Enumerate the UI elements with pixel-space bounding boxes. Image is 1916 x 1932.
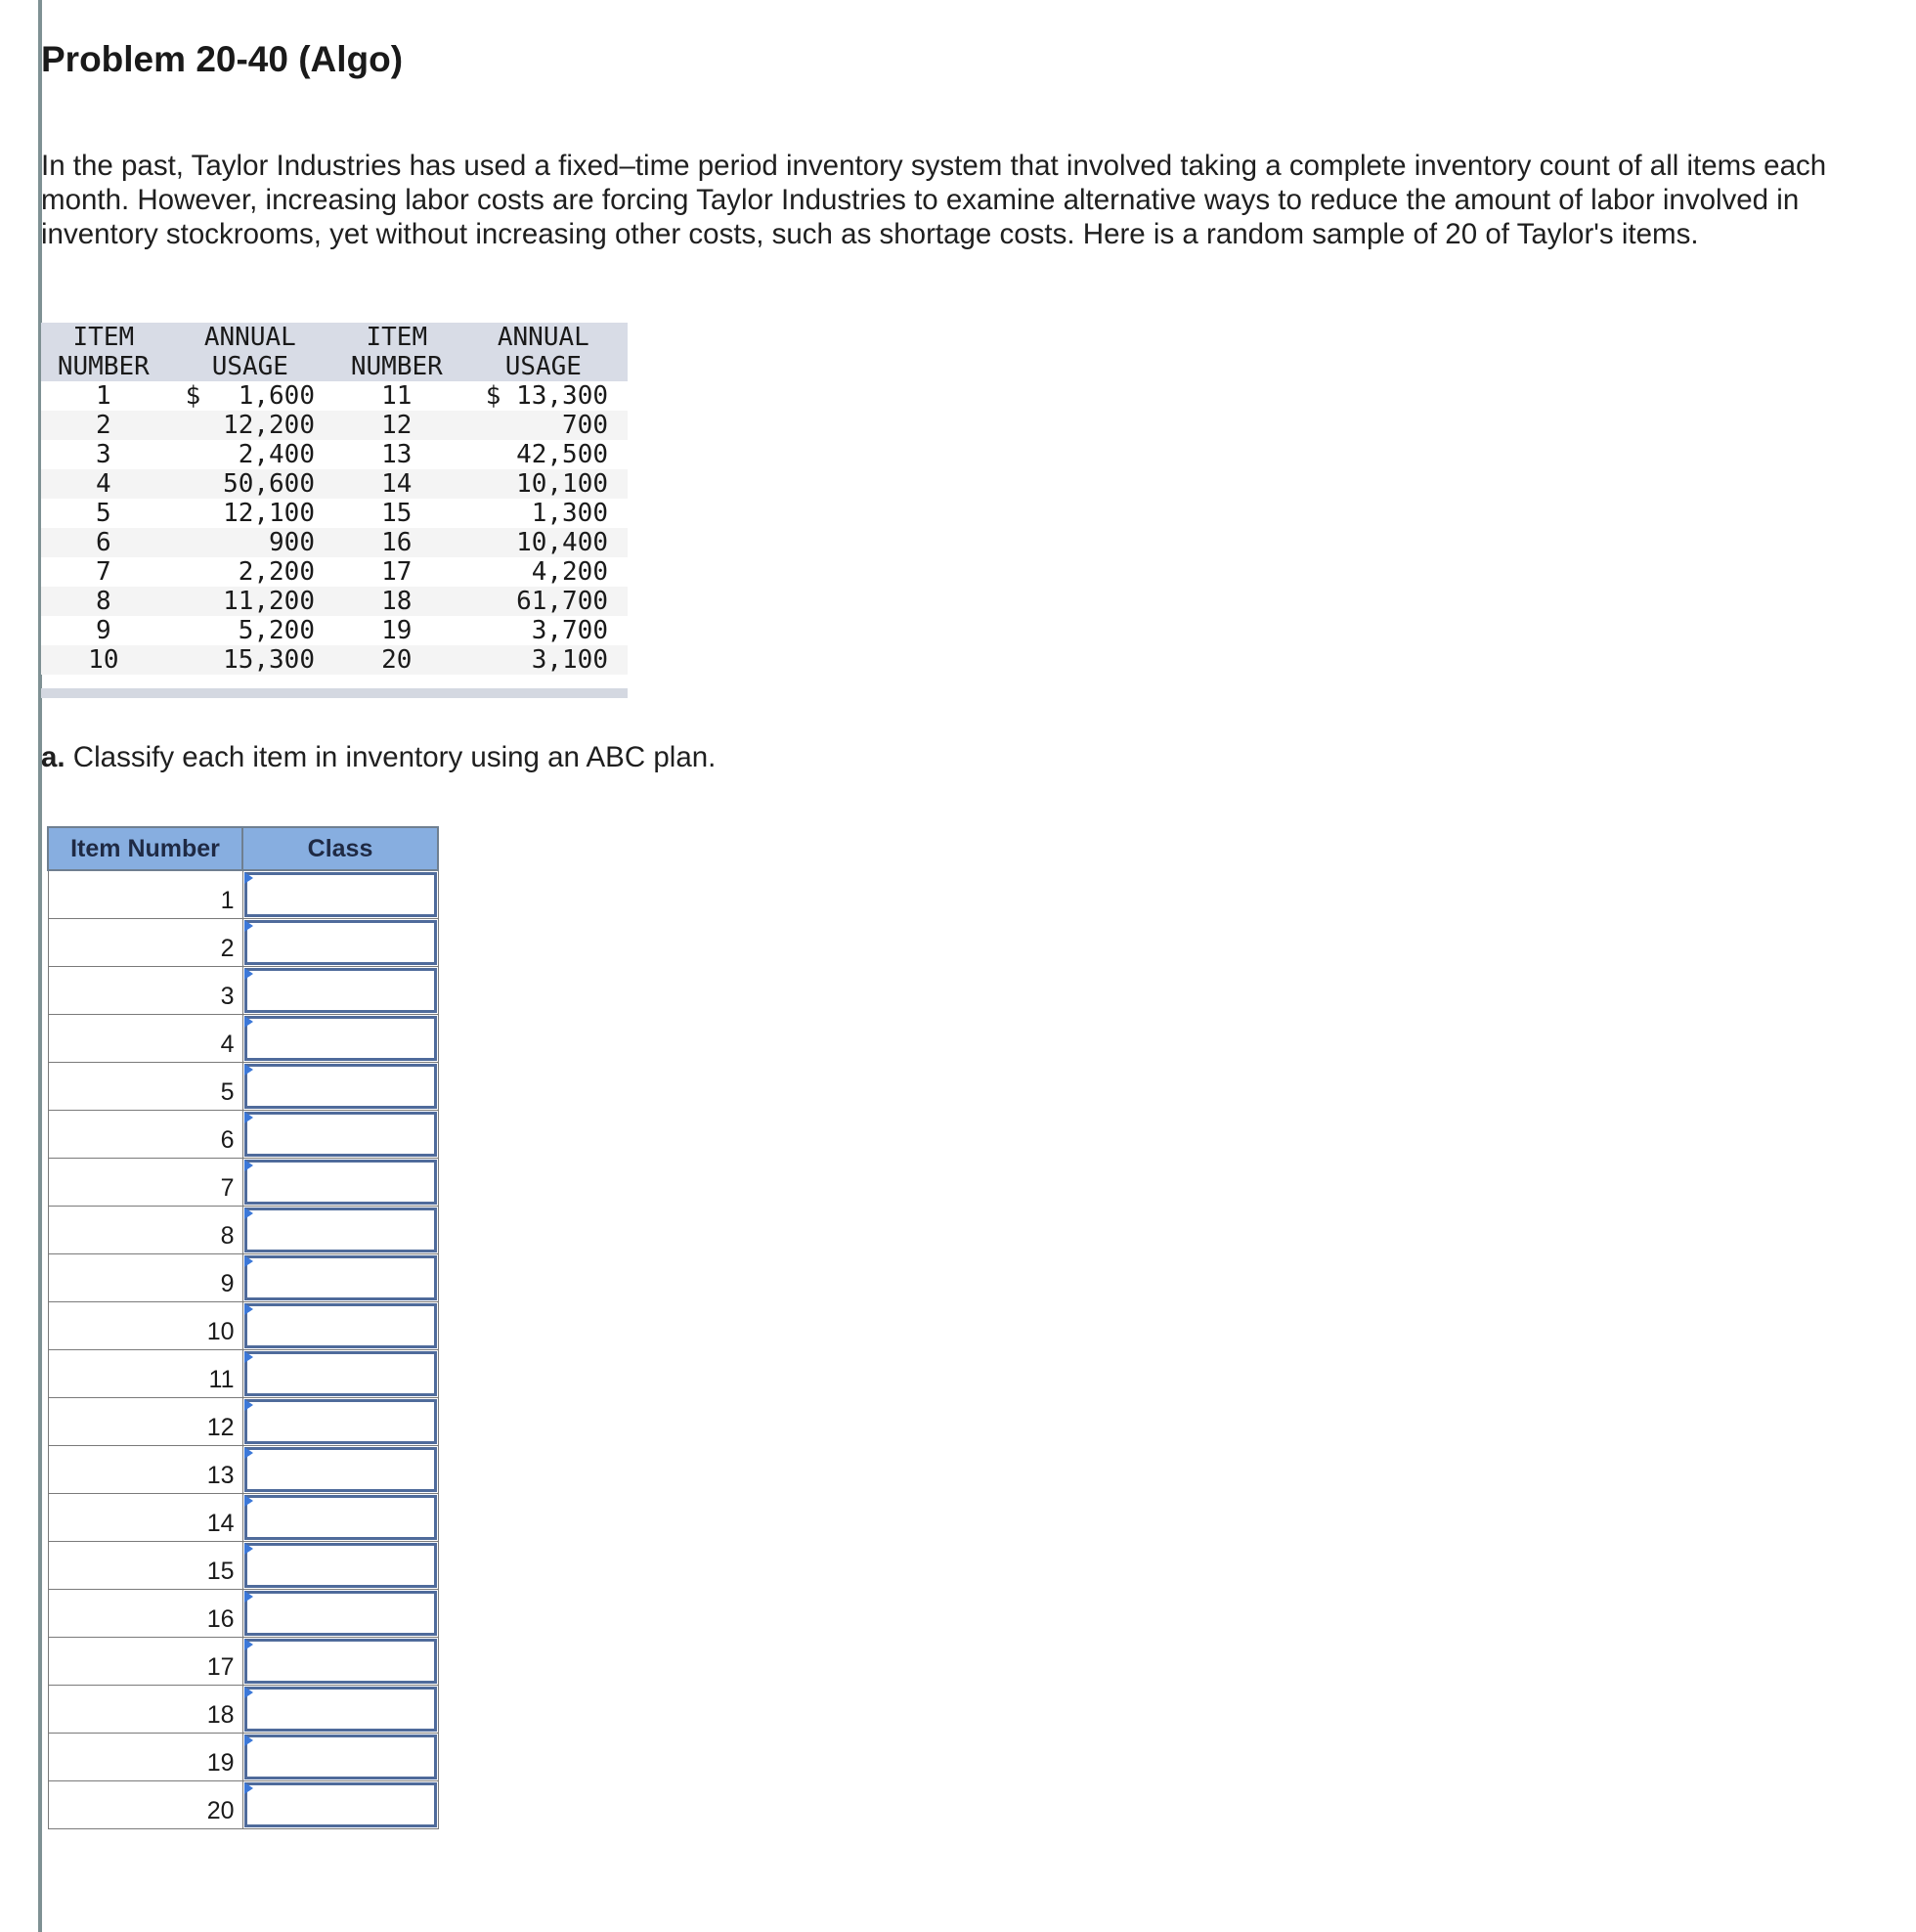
class-dropdown[interactable]	[244, 1399, 437, 1444]
class-dropdown[interactable]	[244, 1639, 437, 1684]
answer-row	[48, 1015, 438, 1063]
cell-value: 15,300	[223, 645, 315, 675]
cell-value: 9	[96, 616, 111, 645]
cell-value: 20	[381, 645, 413, 675]
answer-item-number: 10	[48, 1302, 242, 1350]
annual-usage-cell	[166, 557, 334, 587]
class-dropdown[interactable]	[244, 920, 437, 965]
annual-usage-cell	[459, 557, 628, 587]
class-dropdown[interactable]	[244, 1447, 437, 1492]
cell-value: 14	[381, 469, 413, 499]
item-number-cell	[41, 557, 166, 587]
answer-item-number: 16	[48, 1590, 242, 1638]
answer-class-cell	[242, 1686, 438, 1734]
header-annual-usage-2: ANNUAL USAGE	[459, 323, 628, 381]
cell-value: 16	[381, 528, 413, 557]
item-number-cell	[41, 411, 166, 440]
cell-value: 42,500	[516, 440, 608, 469]
answer-class-cell	[242, 1015, 438, 1063]
answer-row	[48, 967, 438, 1015]
answer-class-cell	[242, 1398, 438, 1446]
cell-value: 1,300	[531, 499, 608, 528]
class-dropdown[interactable]	[244, 1016, 437, 1061]
answer-row	[48, 1063, 438, 1111]
question-a	[41, 741, 716, 774]
answer-class-cell	[242, 1159, 438, 1207]
answer-class-cell	[242, 1063, 438, 1111]
cell-value: 5,200	[238, 616, 315, 645]
data-row	[41, 587, 628, 616]
answer-class-cell	[242, 1542, 438, 1590]
header-item-number-2: ITEM NUMBER	[334, 323, 459, 381]
answer-item-number: 7	[48, 1159, 242, 1207]
annual-usage-cell	[459, 411, 628, 440]
answer-class-cell	[242, 1254, 438, 1302]
annual-usage-cell	[166, 499, 334, 528]
answer-class-cell	[242, 1446, 438, 1494]
annual-usage-cell	[459, 528, 628, 557]
data-row	[41, 411, 628, 440]
item-number-cell	[334, 557, 459, 587]
answer-header-item-number: Item Number	[48, 827, 242, 870]
item-number-cell	[334, 440, 459, 469]
class-dropdown[interactable]	[244, 1543, 437, 1588]
class-dropdown[interactable]	[244, 1782, 437, 1827]
answer-item-number: 18	[48, 1686, 242, 1734]
data-row	[41, 499, 628, 528]
item-number-cell	[41, 587, 166, 616]
answer-row	[48, 1398, 438, 1446]
answer-item-number: 17	[48, 1638, 242, 1686]
item-number-cell	[41, 616, 166, 645]
answer-class-cell	[242, 1638, 438, 1686]
class-dropdown[interactable]	[244, 1303, 437, 1348]
item-number-cell	[334, 528, 459, 557]
answer-item-number: 1	[48, 870, 242, 919]
item-number-cell	[41, 645, 166, 675]
answer-class-cell	[242, 1302, 438, 1350]
left-margin-rule	[38, 0, 42, 1932]
cell-value: 6	[96, 528, 111, 557]
cell-value: 13	[381, 440, 413, 469]
annual-usage-cell	[459, 469, 628, 499]
data-row	[41, 616, 628, 645]
annual-usage-cell	[459, 616, 628, 645]
cell-value: 2	[96, 411, 111, 440]
cell-value: 13,300	[516, 381, 608, 411]
cell-value: 8	[96, 587, 111, 616]
answer-item-number: 14	[48, 1494, 242, 1542]
cell-value: 19	[381, 616, 413, 645]
answer-item-number: 6	[48, 1111, 242, 1159]
class-dropdown[interactable]	[244, 1208, 437, 1252]
class-dropdown[interactable]	[244, 1160, 437, 1205]
answer-row	[48, 1350, 438, 1398]
cell-value: 18	[381, 587, 413, 616]
cell-value: 4,200	[531, 557, 608, 587]
item-number-cell	[334, 616, 459, 645]
data-table-footer-bar	[41, 688, 628, 698]
answer-row	[48, 1494, 438, 1542]
cell-value: 900	[269, 528, 315, 557]
question-label: a.	[41, 741, 65, 773]
class-dropdown[interactable]	[244, 1064, 437, 1109]
cell-value: 3,100	[531, 645, 608, 675]
cell-value: 3,700	[531, 616, 608, 645]
data-row	[41, 557, 628, 587]
answer-row	[48, 1302, 438, 1350]
answer-class-cell	[242, 1207, 438, 1254]
annual-usage-cell	[166, 528, 334, 557]
answer-class-cell	[242, 1734, 438, 1781]
item-number-cell	[41, 469, 166, 499]
cell-value: 1,600	[238, 381, 315, 411]
answer-item-number: 19	[48, 1734, 242, 1781]
answer-row	[48, 1207, 438, 1254]
item-number-cell	[334, 381, 459, 411]
class-dropdown[interactable]	[244, 1351, 437, 1396]
class-dropdown[interactable]	[244, 968, 437, 1013]
item-number-cell	[334, 587, 459, 616]
data-row	[41, 645, 628, 675]
answer-class-cell	[242, 870, 438, 919]
answer-item-number: 8	[48, 1207, 242, 1254]
cell-value: 10	[88, 645, 119, 675]
answer-item-number: 2	[48, 919, 242, 967]
cell-value: 10,400	[516, 528, 608, 557]
answer-item-number: 3	[48, 967, 242, 1015]
cell-value: 4	[96, 469, 111, 499]
annual-usage-cell	[166, 645, 334, 675]
item-number-cell	[334, 499, 459, 528]
answer-class-cell	[242, 1590, 438, 1638]
cell-value: 15	[381, 499, 413, 528]
answer-row	[48, 1446, 438, 1494]
cell-value: 12	[381, 411, 413, 440]
answer-item-number: 20	[48, 1781, 242, 1829]
item-number-cell	[334, 645, 459, 675]
answer-item-number: 15	[48, 1542, 242, 1590]
answer-item-number: 13	[48, 1446, 242, 1494]
answer-class-cell	[242, 1111, 438, 1159]
annual-usage-cell	[166, 440, 334, 469]
answer-item-number: 4	[48, 1015, 242, 1063]
data-row	[41, 469, 628, 499]
answer-row	[48, 870, 438, 919]
class-dropdown[interactable]	[244, 1255, 437, 1300]
answer-row	[48, 1542, 438, 1590]
annual-usage-cell	[166, 381, 334, 411]
cell-value: 61,700	[516, 587, 608, 616]
annual-usage-cell	[459, 645, 628, 675]
cell-value: 2,400	[238, 440, 315, 469]
answer-item-number: 9	[48, 1254, 242, 1302]
item-number-cell	[41, 528, 166, 557]
header-item-number: ITEM NUMBER	[41, 323, 166, 381]
data-row	[41, 528, 628, 557]
item-number-cell	[41, 381, 166, 411]
annual-usage-cell	[459, 499, 628, 528]
cell-value: 11,200	[223, 587, 315, 616]
annual-usage-cell	[459, 440, 628, 469]
class-dropdown[interactable]	[244, 872, 437, 917]
cell-value: 2,200	[238, 557, 315, 587]
question-text: Classify each item in inventory using an ABC plan.	[65, 741, 717, 773]
class-dropdown[interactable]	[244, 1687, 437, 1732]
answer-class-cell	[242, 1350, 438, 1398]
answer-row	[48, 1111, 438, 1159]
answer-class-cell	[242, 1494, 438, 1542]
answer-class-cell	[242, 967, 438, 1015]
cell-value: 12,200	[223, 411, 315, 440]
answer-row	[48, 919, 438, 967]
answer-item-number: 11	[48, 1350, 242, 1398]
item-number-cell	[41, 440, 166, 469]
class-dropdown[interactable]	[244, 1495, 437, 1540]
answer-item-number: 5	[48, 1063, 242, 1111]
annual-usage-cell	[459, 587, 628, 616]
cell-value: 5	[96, 499, 111, 528]
answer-row	[48, 1734, 438, 1781]
cell-value: 11	[381, 381, 413, 411]
answer-class-cell	[242, 1781, 438, 1829]
class-dropdown[interactable]	[244, 1734, 437, 1779]
answer-row	[48, 1254, 438, 1302]
cell-value: 10,100	[516, 469, 608, 499]
inventory-data-table	[41, 323, 628, 698]
header-annual-usage: ANNUAL USAGE	[166, 323, 334, 381]
annual-usage-cell	[166, 616, 334, 645]
cell-value: 12,100	[223, 499, 315, 528]
answer-table	[47, 826, 439, 1829]
currency-symbol: $	[185, 381, 201, 411]
problem-title: Problem 20-40 (Algo)	[41, 39, 404, 79]
annual-usage-cell	[166, 469, 334, 499]
annual-usage-cell	[166, 411, 334, 440]
annual-usage-cell	[166, 587, 334, 616]
answer-class-cell	[242, 919, 438, 967]
item-number-cell	[334, 411, 459, 440]
annual-usage-cell	[459, 381, 628, 411]
answer-row	[48, 1159, 438, 1207]
data-row	[41, 440, 628, 469]
class-dropdown[interactable]	[244, 1112, 437, 1157]
answer-row	[48, 1638, 438, 1686]
answer-item-number: 12	[48, 1398, 242, 1446]
class-dropdown[interactable]	[244, 1591, 437, 1636]
cell-value: 3	[96, 440, 111, 469]
answer-row	[48, 1590, 438, 1638]
answer-header-class: Class	[242, 827, 438, 870]
currency-symbol: $	[485, 381, 501, 411]
cell-value: 7	[96, 557, 111, 587]
answer-row	[48, 1781, 438, 1829]
item-number-cell	[334, 469, 459, 499]
cell-value: 1	[96, 381, 111, 411]
problem-intro: In the past, Taylor Industries has used a fixed–time period inventory system that involved taking a complete inventory count of all items each month. However, increasing labor costs are forcing Taylor Industries to examine alternative ways to reduce the amount of labor involved in inventory stockrooms, yet without increasing other costs, such as shortage costs. Here is a random sample of 20 of Taylor's items.	[41, 150, 1827, 250]
cell-value: 17	[381, 557, 413, 587]
item-number-cell	[41, 499, 166, 528]
cell-value: 700	[562, 411, 608, 440]
cell-value: 50,600	[223, 469, 315, 499]
answer-row	[48, 1686, 438, 1734]
data-row	[41, 381, 628, 411]
